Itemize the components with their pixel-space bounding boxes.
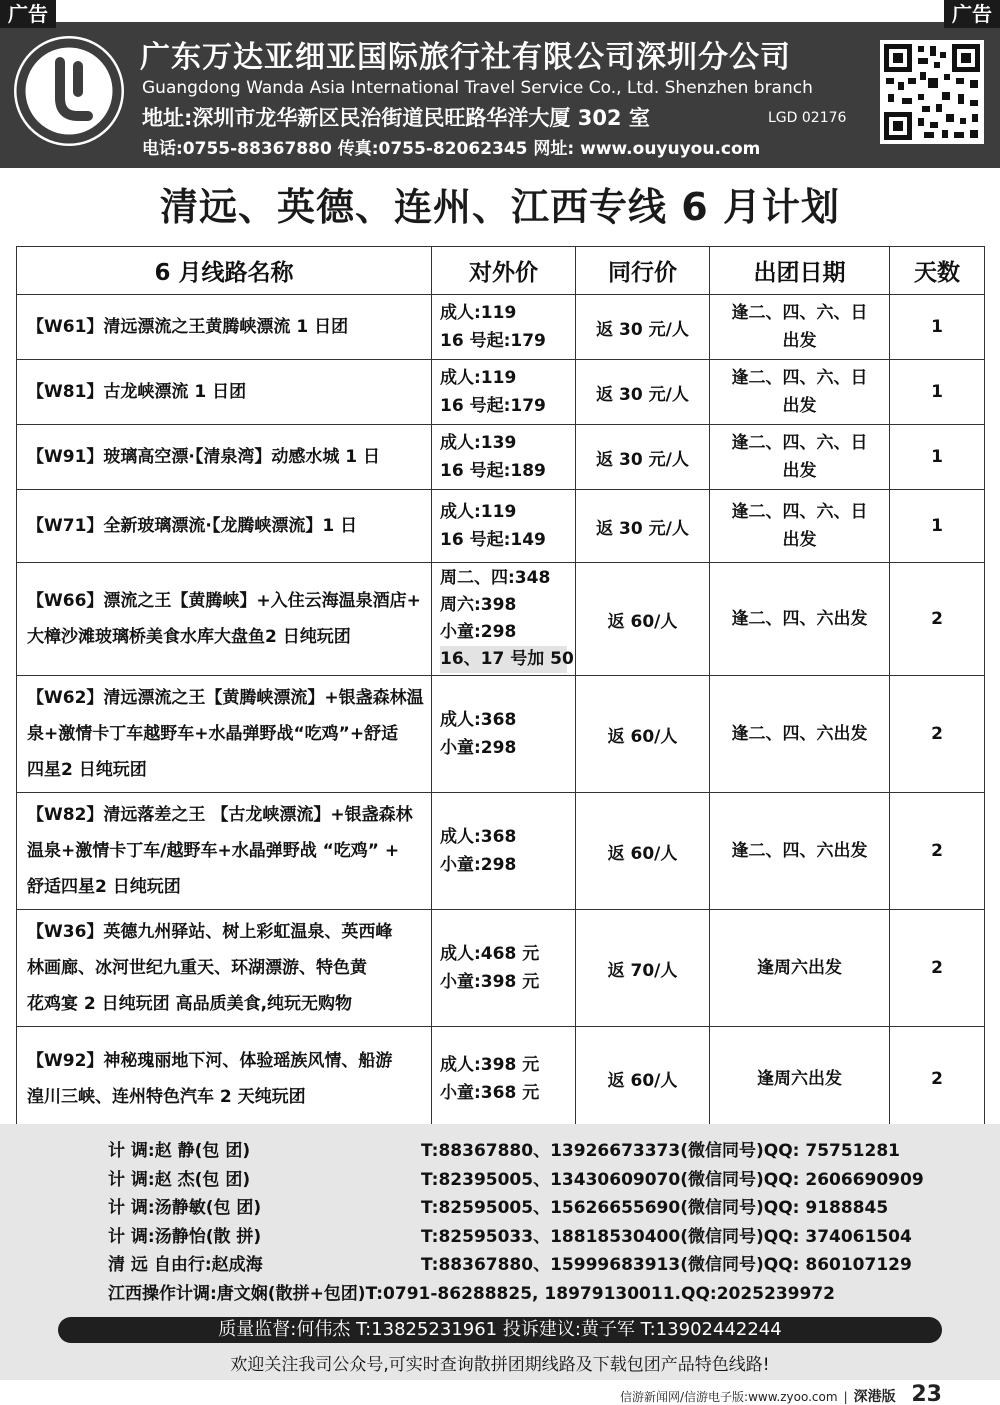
table-header-row <box>17 247 985 295</box>
table-row <box>17 793 985 910</box>
route-price: 成人:119 16 号起:179 <box>432 295 576 360</box>
table-row <box>17 563 985 676</box>
contact-phone: T:82395005、13430609070(微信同号)QQ: 2606690909 <box>421 1169 924 1190</box>
route-days: 1 <box>890 295 985 360</box>
company-name-cn: 广东万达亚细亚国际旅行社有限公司深圳分公司 <box>140 40 791 75</box>
header-route-name: 6 月线路名称 <box>17 247 432 295</box>
route-date: 逢二、四、六出发 <box>710 676 890 793</box>
company-header <box>0 22 1000 168</box>
contact-row <box>108 1223 912 1252</box>
route-date: 逢周六出发 <box>710 1027 890 1131</box>
route-date: 逢二、四、六出发 <box>710 563 890 676</box>
jiangxi-contact: 江西操作计调:唐文娴(散拼+包团)T:0791-86288825, 18979130011.QQ:2025239972 <box>108 1283 835 1304</box>
ad-tag-left: 广告 <box>0 0 56 28</box>
contact-row <box>108 1194 889 1223</box>
route-peer-price: 返 60/人 <box>576 563 710 676</box>
contact-phone: T:88367880、13926673373(微信同号)QQ: 75751281 <box>421 1141 900 1161</box>
table-row <box>17 1027 985 1131</box>
contact-role: 清 远 自由行:赵成海 <box>108 1255 263 1276</box>
contact-row <box>108 1251 912 1280</box>
contact-phone: T:82595005、15626655690(微信同号)QQ: 9188845 <box>421 1198 889 1219</box>
table-row <box>17 676 985 793</box>
table-row <box>17 295 985 360</box>
contact-phone: T:88367880、15999683913(微信同号)QQ: 860107129 <box>421 1255 912 1276</box>
route-price: 成人:119 16 号起:179 <box>432 360 576 425</box>
contact-role: 计 调:赵 杰(包 团) <box>108 1169 251 1190</box>
contact-role: 计 调:汤静怡(散 拼) <box>108 1226 262 1247</box>
route-peer-price: 返 70/人 <box>576 910 710 1027</box>
contact-role: 计 调:赵 静(包 团) <box>108 1141 251 1161</box>
route-date: 逢二、四、六、日 出发 <box>710 295 890 360</box>
table-row <box>17 490 985 563</box>
route-peer-price: 返 30 元/人 <box>576 490 710 563</box>
ad-tag-right: 广告 <box>944 0 1000 28</box>
header-public-price: 对外价 <box>432 247 576 295</box>
route-price: 成人:139 16 号起:189 <box>432 425 576 490</box>
contact-row <box>108 1137 900 1166</box>
route-name: 【W61】清远漂流之王黄腾峡漂流 1 日团 <box>17 295 432 360</box>
company-address: 地址:深圳市龙华新区民治街道民旺路华洋大厦 302 室 <box>142 106 650 130</box>
route-name: 【W92】神秘瑰丽地下河、体验瑶族风情、船游 湟川三峡、连州特色汽车 2 天纯玩团 <box>17 1027 432 1131</box>
route-price: 成人:468 元 小童:398 元 <box>432 910 576 1027</box>
quality-supervision-bar: 质量监督:何伟杰 T:13825231961 投诉建议:黄子军 T:13902442244 <box>58 1317 942 1343</box>
header-peer-price: 同行价 <box>576 247 710 295</box>
publication-source: 信游新闻网/信游电子版:www.zyoo.com <box>620 1390 838 1404</box>
route-name: 【W81】古龙峡漂流 1 日团 <box>17 360 432 425</box>
route-peer-price: 返 60/人 <box>576 793 710 910</box>
route-date: 逢二、四、六、日 出发 <box>710 425 890 490</box>
route-peer-price: 返 30 元/人 <box>576 360 710 425</box>
qr-code-icon[interactable] <box>880 40 984 144</box>
route-date: 逢二、四、六、日 出发 <box>710 360 890 425</box>
route-days: 2 <box>890 793 985 910</box>
route-date: 逢二、四、六出发 <box>710 793 890 910</box>
route-price: 成人:368 小童:298 <box>432 793 576 910</box>
route-days: 2 <box>890 1027 985 1131</box>
route-peer-price: 返 30 元/人 <box>576 295 710 360</box>
route-days: 1 <box>890 490 985 563</box>
route-peer-price: 返 60/人 <box>576 1027 710 1131</box>
table-row <box>17 360 985 425</box>
edition-label: 深港版 <box>853 1389 896 1405</box>
route-price: 成人:368 小童:298 <box>432 676 576 793</box>
route-name: 【W66】漂流之王【黄腾峡】+入住云海温泉酒店+ 大樟沙滩玻璃桥美食水库大盘鱼2 日纯玩团 <box>17 563 432 676</box>
license-number: LGD 02176 <box>768 110 847 126</box>
table-row <box>17 910 985 1027</box>
route-price: 周二、四:348 周六:398 小童:298 16、17 号加 50 <box>432 563 576 676</box>
publication-footer: 信游新闻网/信游电子版:www.zyoo.com | 深港版 <box>620 1389 896 1405</box>
route-days: 2 <box>890 910 985 1027</box>
contact-row <box>108 1166 924 1195</box>
table-row <box>17 425 985 490</box>
route-price: 成人:119 16 号起:149 <box>432 490 576 563</box>
route-price: 成人:398 元 小童:368 元 <box>432 1027 576 1131</box>
route-peer-price: 返 60/人 <box>576 676 710 793</box>
page-number: 23 <box>911 1382 942 1405</box>
route-name: 【W71】全新玻璃漂流·【龙腾峡漂流】1 日 <box>17 490 432 563</box>
header-departure-date: 出团日期 <box>710 247 890 295</box>
route-date: 逢二、四、六、日 出发 <box>710 490 890 563</box>
route-table <box>16 246 985 1131</box>
route-days: 1 <box>890 360 985 425</box>
company-name-en: Guangdong Wanda Asia International Travel Service Co., Ltd. Shenzhen branch <box>142 78 813 98</box>
route-name: 【W36】英德九州驿站、树上彩虹温泉、英西峰 林画廊、冰河世纪九重天、环湖漂游、特色黄 花鸡宴 2 日纯玩团 高品质美食,纯玩无购物 <box>17 910 432 1027</box>
company-logo-icon <box>14 36 124 146</box>
contact-phone: T:82595033、18818530400(微信同号)QQ: 374061504 <box>421 1226 912 1247</box>
contact-list <box>108 1137 924 1309</box>
route-days: 2 <box>890 676 985 793</box>
page-title: 清远、英德、连州、江西专线 6 月计划 <box>160 185 840 229</box>
route-name: 【W82】清远落差之王 【古龙峡漂流】+银盏森林 温泉+激情卡丁车/越野车+水晶弹野战 “吃鸡” + 舒适四星2 日纯玩团 <box>17 793 432 910</box>
contact-role: 计 调:汤静敏(包 团) <box>108 1198 262 1219</box>
route-peer-price: 返 30 元/人 <box>576 425 710 490</box>
header-days: 天数 <box>890 247 985 295</box>
route-days: 2 <box>890 563 985 676</box>
route-name: 【W62】清远漂流之王【黄腾峡漂流】+银盏森林温 泉+激情卡丁车越野车+水晶弹野战“吃鸡”+舒适 四星2 日纯玩团 <box>17 676 432 793</box>
company-contact: 电话:0755-88367880 传真:0755-82062345 网址: www.ouyuyou.com <box>142 139 761 159</box>
route-date: 逢周六出发 <box>710 910 890 1027</box>
route-days: 1 <box>890 425 985 490</box>
follow-notice: 欢迎关注我司公众号,可实时查询散拼团期线路及下载包团产品特色线路! <box>230 1355 770 1375</box>
route-name: 【W91】玻璃高空漂·【清泉湾】动感水城 1 日 <box>17 425 432 490</box>
